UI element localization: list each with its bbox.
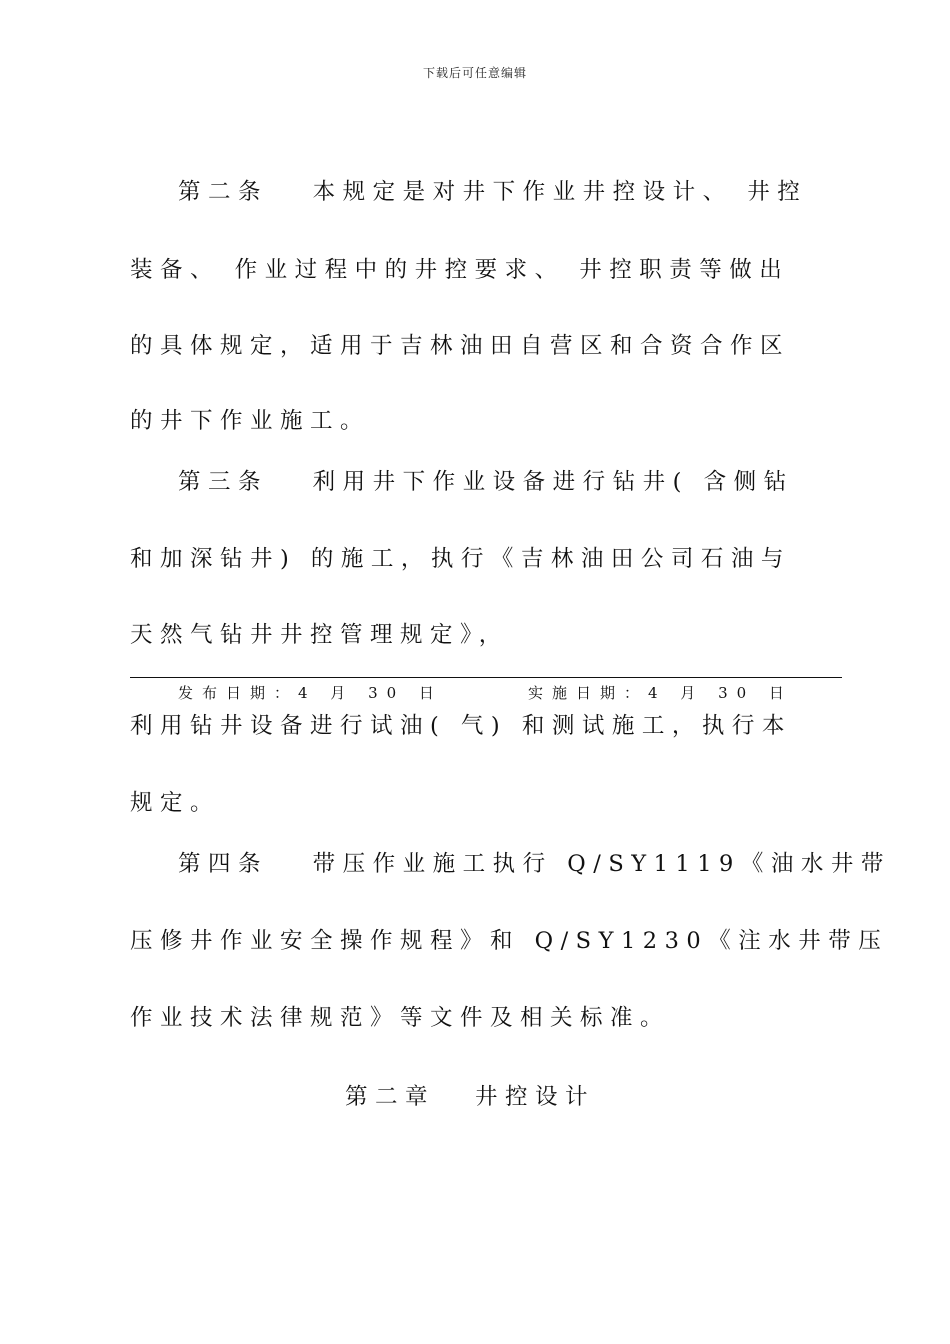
publish-date: 发布日期：4 月 30 日	[178, 684, 443, 702]
article-2-line-2: 装备、 作业过程中的井控要求、 井控职责等做出	[130, 257, 790, 283]
article-4-line-2: 压修井作业安全操作规程》和 Q/SY1230《注水井带压	[130, 928, 889, 954]
chapter-title: 井控设计	[475, 1084, 596, 1110]
article-2-line-1: 第二条 本规定是对井下作业井控设计、 井控	[178, 179, 808, 205]
chapter-heading	[345, 1079, 595, 1111]
article-2-line-3: 的具体规定，适用于吉林油田自营区和合资合作区	[130, 333, 791, 359]
chapter-number: 第二章	[345, 1084, 436, 1110]
footer-divider	[130, 677, 842, 678]
article-3-continuation-line-2: 规定。	[130, 790, 221, 816]
effective-date: 实施日期：4 月 30 日	[528, 684, 793, 702]
article-4-line-1: 第四条 带压作业施工执行 Q/SY1119《油水井带	[178, 851, 891, 877]
article-3-line-3: 天然气钻井井控管理规定》，	[130, 622, 509, 648]
article-2-line-4: 的井下作业施工。	[130, 408, 371, 434]
page-header-note: 下载后可任意编辑	[422, 66, 527, 80]
article-3-line-1: 第三条 利用井下作业设备进行钻井( 含侧钻	[178, 469, 794, 495]
article-4-line-3: 作业技术法律规范》等文件及相关标准。	[130, 1005, 671, 1031]
article-3-line-2: 和加深钻井) 的施工，执行《吉林油田公司石油与	[130, 546, 791, 572]
article-3-continuation-line-1: 利用钻井设备进行试油( 气) 和测试施工，执行本	[130, 713, 792, 739]
